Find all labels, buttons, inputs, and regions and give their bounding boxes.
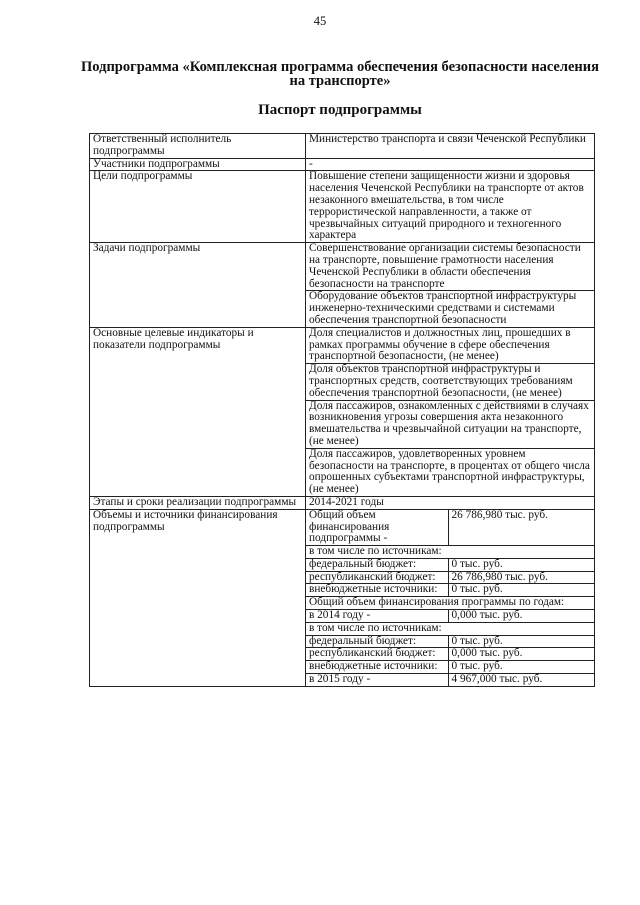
row-responsible: [90, 134, 595, 159]
fin-row-2014-sources: [306, 622, 595, 635]
fin-sources-heading: в том числе по источникам:: [306, 546, 595, 559]
value-goals: Повышение степени защищенности жизни и здоровья населения Чеченской Республики на транспорте от актов незаконного вмешательства, в том числе террористической направленности, а также от чрезвычайных ситуаций природного и техногенного характера: [306, 171, 595, 243]
fin-row-total: [306, 510, 595, 546]
task-item: Совершенствование организации системы безопасности на транспорте, повышение грамотности населения Чеченской Республики в области обеспечения безопасности на транспорте: [306, 243, 595, 291]
fin-2015-value: 4 967,000 тыс. руб.: [448, 674, 595, 687]
passport-table: [89, 133, 595, 687]
fin-2014-label: в 2014 году -: [306, 610, 448, 623]
financing-table: [306, 510, 595, 687]
fin-2014-republic-label: республиканский бюджет:: [306, 648, 448, 661]
fin-2014-value: 0,000 тыс. руб.: [448, 610, 595, 623]
label-stages: Этапы и сроки реализации подпрограммы: [90, 496, 306, 509]
fin-federal-value: 0 тыс. руб.: [448, 558, 595, 571]
indicator-item: Доля объектов транспортной инфраструктуры и транспортных средств, соответствующих требованиям обеспечения транспортной безопасности, (не менее): [306, 364, 595, 400]
row-financing: [90, 509, 595, 687]
row-tasks-1: [90, 243, 595, 291]
label-participants: Участники подпрограммы: [90, 158, 306, 171]
passport-heading: Паспорт подпрограммы: [258, 102, 422, 118]
fin-row-extra: [306, 584, 595, 597]
fin-row-2014-federal: [306, 635, 595, 648]
fin-extra-value: 0 тыс. руб.: [448, 584, 595, 597]
fin-2014-republic-value: 0,000 тыс. руб.: [448, 648, 595, 661]
task-item: Оборудование объектов транспортной инфраструктуры инженерно-техническими средствами и системами обеспечения транспортной безопасности: [306, 291, 595, 327]
fin-row-2015: [306, 674, 595, 687]
subprogram-title: Подпрограмма «Комплексная программа обеспечения безопасности населения на транспорте»: [81, 59, 599, 89]
row-stages: [90, 496, 595, 509]
value-participants: -: [306, 158, 595, 171]
fin-row-federal: [306, 558, 595, 571]
label-responsible: Ответственный исполнитель подпрограммы: [90, 134, 306, 159]
fin-row-2014-extra: [306, 661, 595, 674]
fin-republic-value: 26 786,980 тыс. руб.: [448, 571, 595, 584]
fin-row-by-years: [306, 597, 595, 610]
indicator-item: Доля специалистов и должностных лиц, прошедших в рамках программы обучение в сфере обеспечения транспортной безопасности, (не менее): [306, 327, 595, 363]
fin-2014-extra-value: 0 тыс. руб.: [448, 661, 595, 674]
fin-row-sources: [306, 546, 595, 559]
fin-extra-label: внебюджетные источники:: [306, 584, 448, 597]
value-responsible: Министерство транспорта и связи Чеченской Республики: [306, 134, 595, 159]
fin-2014-federal-label: федеральный бюджет:: [306, 635, 448, 648]
fin-total-label: Общий объем финансирования подпрограммы -: [306, 510, 448, 546]
fin-2014-federal-value: 0 тыс. руб.: [448, 635, 595, 648]
value-stages: 2014-2021 годы: [306, 496, 595, 509]
fin-2015-label: в 2015 году -: [306, 674, 448, 687]
indicator-item: Доля пассажиров, удовлетворенных уровнем безопасности на транспорте, в процентах от общего числа опрошенных субъектами транспортной инфраструктуры, (не менее): [306, 448, 595, 496]
indicator-item: Доля пассажиров, ознакомленных с действиями в случаях возникновения угрозы совершения акта незаконного вмешательства и чрезвычайной ситуации на транспорте, (не менее): [306, 400, 595, 448]
fin-republic-label: республиканский бюджет:: [306, 571, 448, 584]
fin-2014-sources-heading: в том числе по источникам:: [306, 622, 595, 635]
row-participants: [90, 158, 595, 171]
label-tasks: Задачи подпрограммы: [90, 243, 306, 328]
fin-total-value: 26 786,980 тыс. руб.: [448, 510, 595, 546]
page-number: 45: [313, 14, 327, 28]
fin-row-2014: [306, 610, 595, 623]
financing-cell: [306, 509, 595, 687]
row-indicators-1: [90, 327, 595, 363]
fin-row-2014-republic: [306, 648, 595, 661]
fin-row-republic: [306, 571, 595, 584]
fin-2014-extra-label: внебюджетные источники:: [306, 661, 448, 674]
label-indicators: Основные целевые индикаторы и показатели подпрограммы: [90, 327, 306, 496]
row-goals: [90, 171, 595, 243]
fin-by-years-heading: Общий объем финансирования программы по годам:: [306, 597, 595, 610]
fin-federal-label: федеральный бюджет:: [306, 558, 448, 571]
label-financing: Объемы и источники финансирования подпрограммы: [90, 509, 306, 687]
label-goals: Цели подпрограммы: [90, 171, 306, 243]
